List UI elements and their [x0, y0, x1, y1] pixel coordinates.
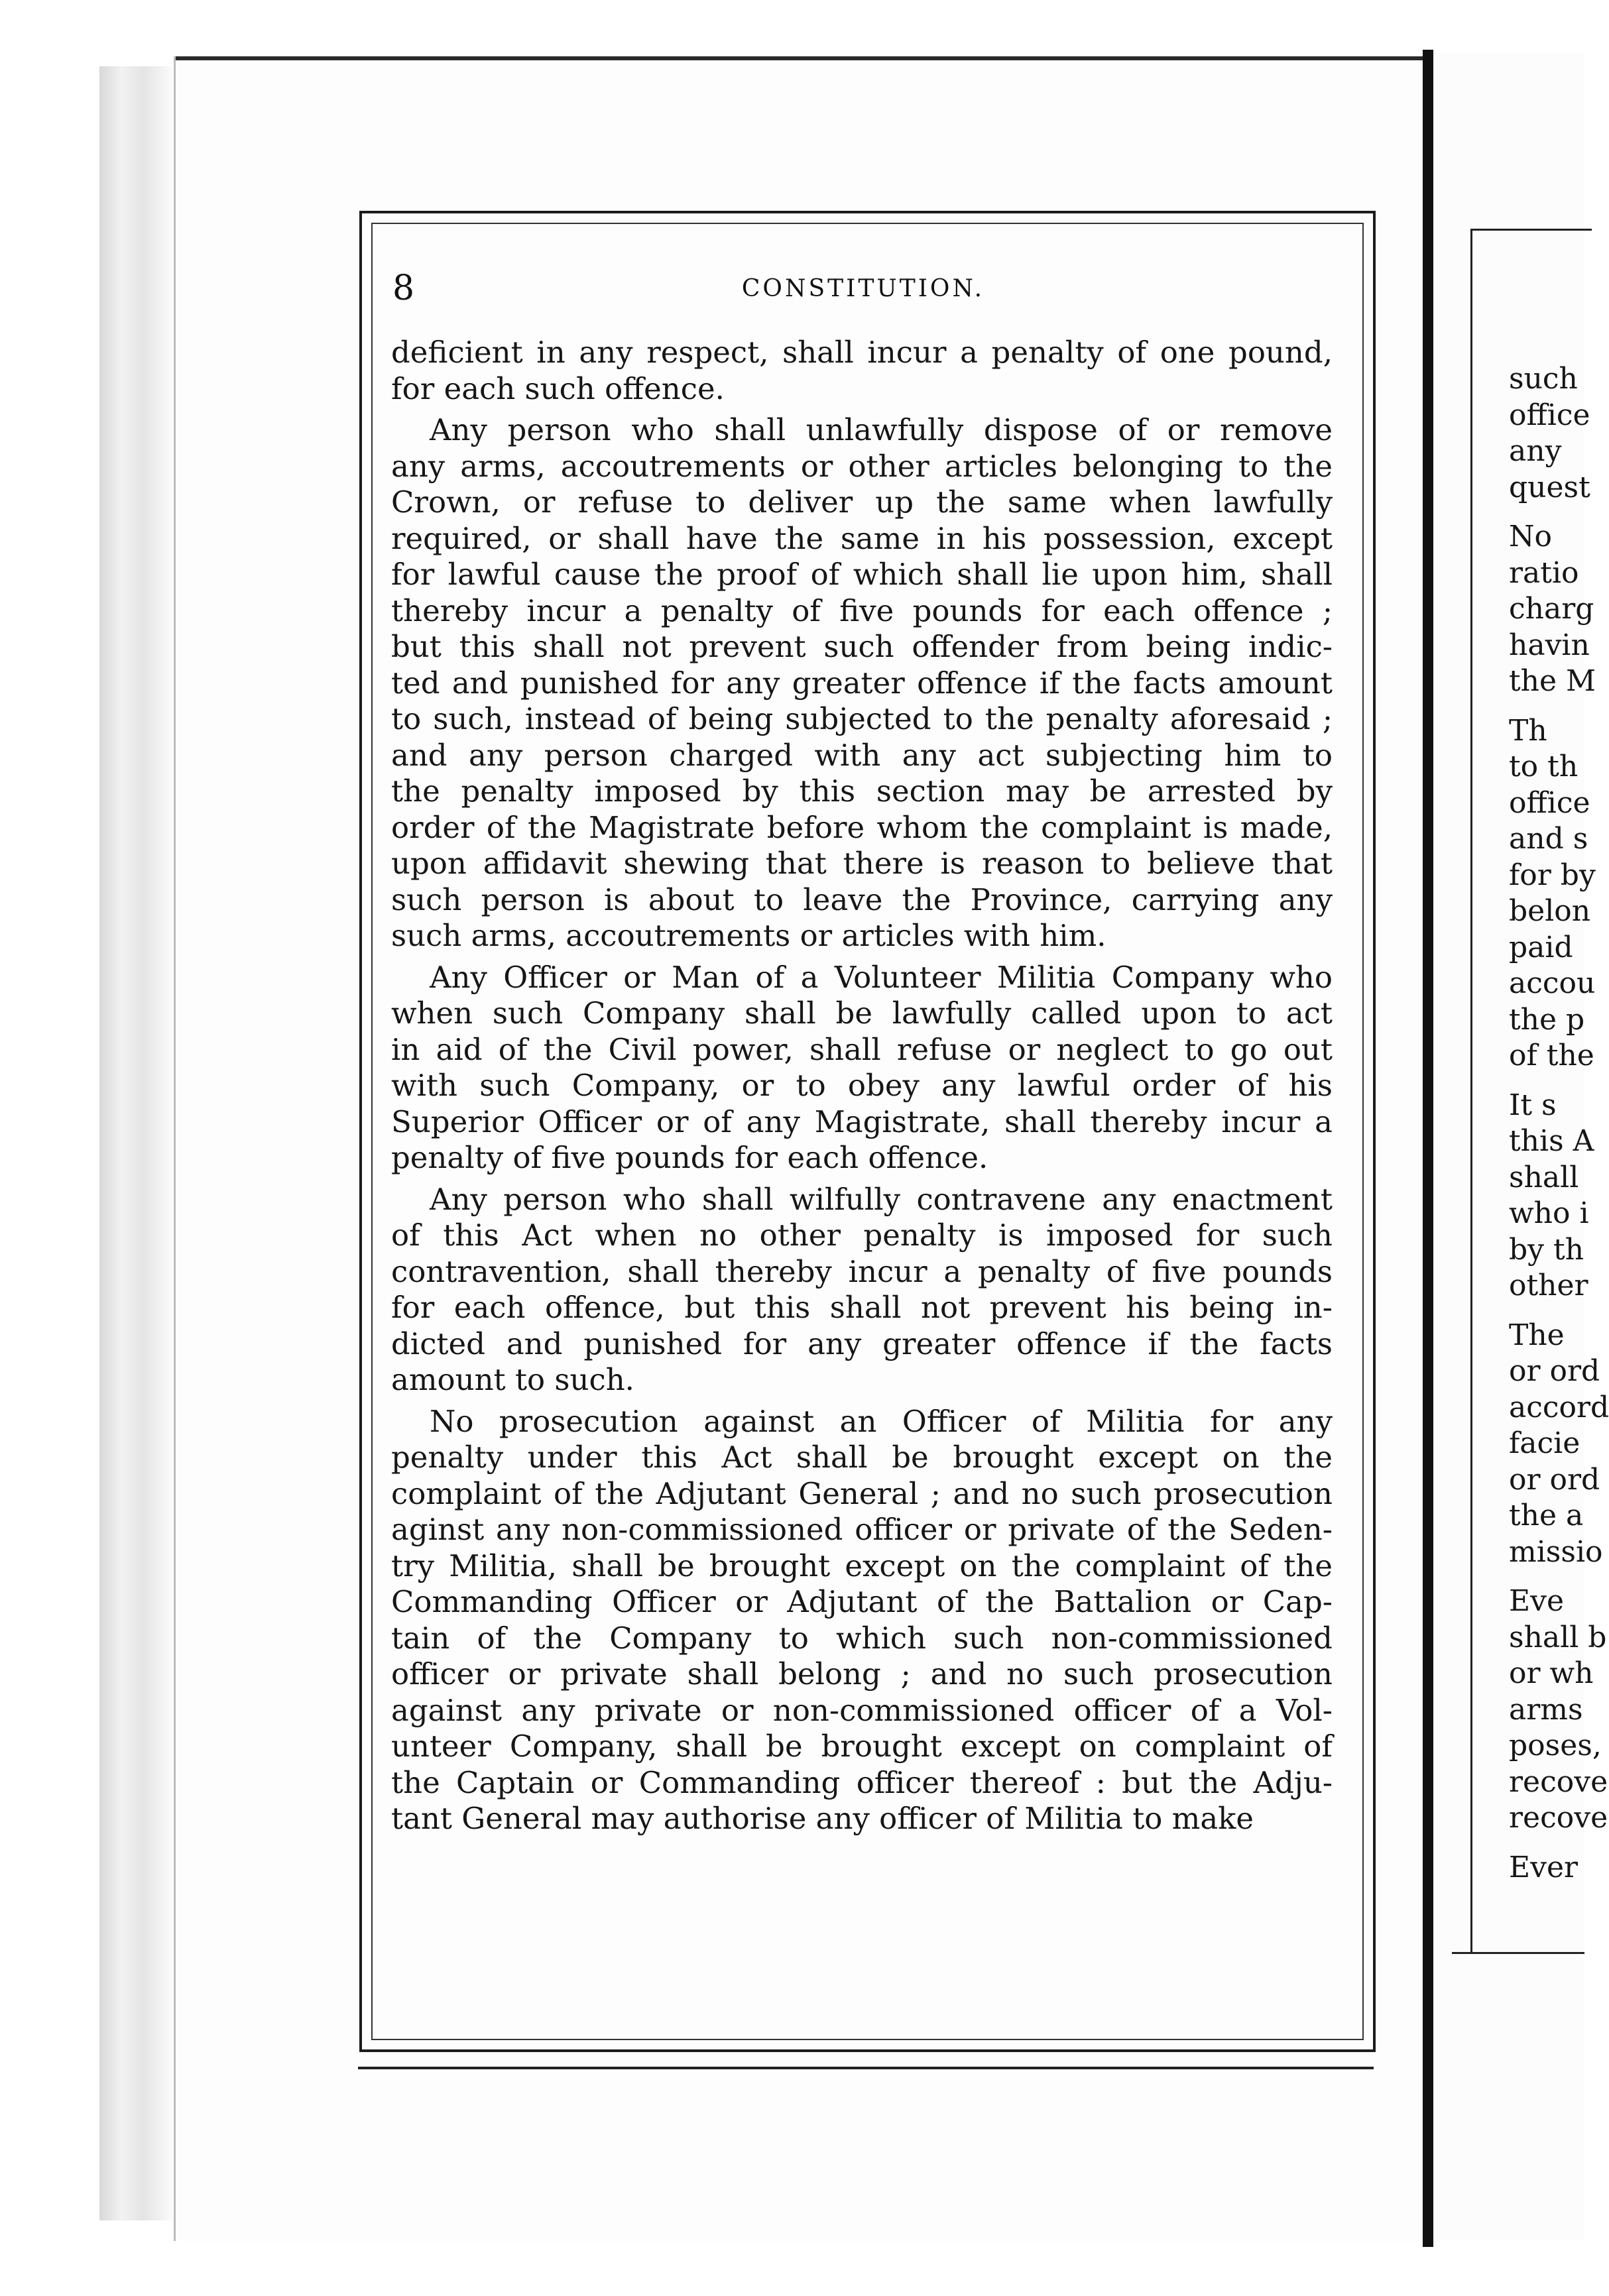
- fragment-line: [1509, 1570, 1584, 1583]
- text-line: try Militia, shall be brought except on the complaint of the: [391, 1548, 1333, 1583]
- fragment-line: Th: [1509, 713, 1547, 748]
- scan-left-edge: [99, 66, 172, 2220]
- paragraph: [391, 1182, 1333, 1399]
- fragment-line: this A: [1509, 1124, 1594, 1158]
- fragment-line: accord: [1509, 1390, 1609, 1424]
- fragment-line: the p: [1509, 1002, 1585, 1037]
- fragment-line: Eve: [1509, 1584, 1565, 1618]
- fragment-line: [1509, 1837, 1584, 1850]
- text-line: Crown, or refuse to deliver up the same when lawfully: [391, 485, 1333, 520]
- fragment-line: Ever: [1509, 1850, 1579, 1884]
- paragraph: [391, 412, 1333, 954]
- text-line: thereby incur a penalty of five pounds for each offence ;: [391, 593, 1333, 628]
- text-line: Superior Officer or of any Magistrate, shall thereby incur a: [391, 1104, 1333, 1139]
- text-line: aginst any non-commissioned officer or private of the Seden-: [391, 1512, 1333, 1547]
- text-line: required, or shall have the same in his possession, except: [391, 520, 1333, 556]
- text-line: complaint of the Adjutant General ; and no such prosecution: [391, 1475, 1333, 1511]
- fragment-line: who i: [1509, 1196, 1589, 1230]
- fragment-line: [1509, 700, 1584, 713]
- facing-page-text-fragment: [1509, 361, 1609, 1886]
- text-line: in aid of the Civil power, shall refuse or neglect to go out: [391, 1031, 1333, 1067]
- book-gutter: [1423, 50, 1433, 2247]
- fragment-line: such: [1509, 362, 1578, 396]
- text-line: but this shall not prevent such offender from being indic-: [391, 629, 1333, 664]
- fragment-line: accou: [1509, 966, 1596, 1000]
- bottom-rule: [358, 2067, 1374, 2069]
- text-line: such person is about to leave the Province, carrying any: [391, 882, 1333, 917]
- text-line: tain of the Company to which such non-commissioned: [391, 1620, 1333, 1656]
- text-line: upon affidavit shewing that there is reason to believe that: [391, 846, 1333, 881]
- fragment-line: ratio: [1509, 555, 1579, 590]
- fragment-line: [1509, 1074, 1584, 1088]
- fragment-line: arms: [1509, 1692, 1583, 1727]
- fragment-line: any: [1509, 434, 1562, 468]
- fragment-line: charg: [1509, 592, 1594, 626]
- fragment-line: [1509, 1304, 1584, 1318]
- text-line: penalty under this Act shall be brought except on the: [391, 1440, 1333, 1475]
- fragment-line: [1509, 506, 1584, 519]
- text-line: penalty of five pounds for each offence.: [391, 1140, 988, 1175]
- fragment-line: and s: [1509, 822, 1588, 856]
- body-text: [391, 335, 1333, 1843]
- fragment-line: facie: [1509, 1426, 1580, 1460]
- text-line: amount to such.: [391, 1362, 634, 1397]
- text-line: Any person who shall wilfully contravene any enactment: [430, 1181, 1333, 1217]
- fragment-line: to th: [1509, 750, 1579, 783]
- text-line: for each offence, but this shall not prevent his being in-: [391, 1290, 1333, 1325]
- text-line: No prosecution against an Officer of Militia for any: [430, 1403, 1333, 1439]
- text-line: for lawful cause the proof of which shall lie upon him, shall: [391, 557, 1333, 592]
- text-line: tant General may authorise any officer of Militia to make: [391, 1801, 1254, 1836]
- fragment-line: recove: [1509, 1764, 1608, 1799]
- fragment-line: office: [1509, 398, 1590, 432]
- facing-page-bottom-rule: [1452, 1952, 1584, 1954]
- text-line: such arms, accoutrements or articles with him.: [391, 918, 1106, 953]
- fragment-line: shall b: [1509, 1620, 1607, 1654]
- fragment-line: The: [1509, 1318, 1565, 1352]
- fragment-line: of the: [1509, 1039, 1594, 1072]
- fragment-line: quest: [1509, 470, 1590, 504]
- fragment-line: missio: [1509, 1534, 1603, 1569]
- fragment-line: paid: [1509, 930, 1573, 964]
- fragment-line: recove: [1509, 1801, 1608, 1835]
- text-line: Any person who shall unlawfully dispose of or remove: [430, 412, 1333, 447]
- text-line: dicted and punished for any greater offence if the facts: [391, 1326, 1333, 1361]
- fragment-line: It s: [1509, 1088, 1557, 1122]
- paragraph: [391, 960, 1333, 1177]
- text-line: deficient in any respect, shall incur a penalty of one pound,: [391, 335, 1333, 370]
- text-line: any arms, accoutrements or other articles belonging to the: [391, 448, 1333, 484]
- fragment-line: shall: [1509, 1160, 1579, 1194]
- text-line: Any Officer or Man of a Volunteer Militia Company who: [430, 959, 1333, 995]
- text-line: to such, instead of being subjected to the penalty aforesaid ;: [391, 701, 1333, 736]
- fragment-line: or ord: [1509, 1354, 1600, 1388]
- text-line: the Captain or Commanding officer thereof : but the Adju-: [391, 1764, 1333, 1800]
- fragment-line: the M: [1509, 664, 1596, 698]
- text-line: ted and punished for any greater offence if the facts amount: [391, 665, 1333, 701]
- fragment-line: office: [1509, 785, 1590, 820]
- text-line: and any person charged with any act subjecting him to: [391, 737, 1333, 773]
- fragment-line: or ord: [1509, 1462, 1600, 1497]
- text-line: with such Company, or to obey any lawful order of his: [391, 1068, 1333, 1103]
- fragment-line: havin: [1509, 628, 1590, 662]
- fragment-line: or wh: [1509, 1656, 1594, 1690]
- page-number: 8: [392, 268, 415, 308]
- text-line: of this Act when no other penalty is imposed for such: [391, 1218, 1333, 1253]
- fragment-line: by th: [1509, 1232, 1584, 1267]
- text-line: the penalty imposed by this section may be arrested by: [391, 774, 1333, 809]
- paragraph: [391, 1404, 1333, 1837]
- text-line: unteer Company, shall be brought except on complaint of: [391, 1729, 1333, 1764]
- fragment-line: poses,: [1509, 1729, 1602, 1762]
- text-line: Commanding Officer or Adjutant of the Battalion or Cap-: [391, 1584, 1333, 1619]
- fragment-line: the a: [1509, 1499, 1584, 1532]
- text-line: when such Company shall be lawfully called upon to act: [391, 996, 1333, 1031]
- fragment-line: other: [1509, 1269, 1588, 1302]
- running-head: [392, 268, 1334, 315]
- running-title: CONSTITUTION.: [741, 275, 985, 302]
- fragment-line: belon: [1509, 894, 1591, 928]
- text-line: for each such offence.: [391, 371, 725, 406]
- text-line: against any private or non-commissioned officer of a Vol-: [391, 1692, 1333, 1728]
- text-line: contravention, shall thereby incur a penalty of five pounds: [391, 1253, 1333, 1289]
- fragment-line: No: [1509, 520, 1552, 553]
- text-line: order of the Magistrate before whom the complaint is made,: [391, 809, 1333, 845]
- fragment-line: for by: [1509, 858, 1596, 892]
- paragraph: [391, 335, 1333, 407]
- text-line: officer or private shall belong ; and no such prosecution: [391, 1656, 1333, 1692]
